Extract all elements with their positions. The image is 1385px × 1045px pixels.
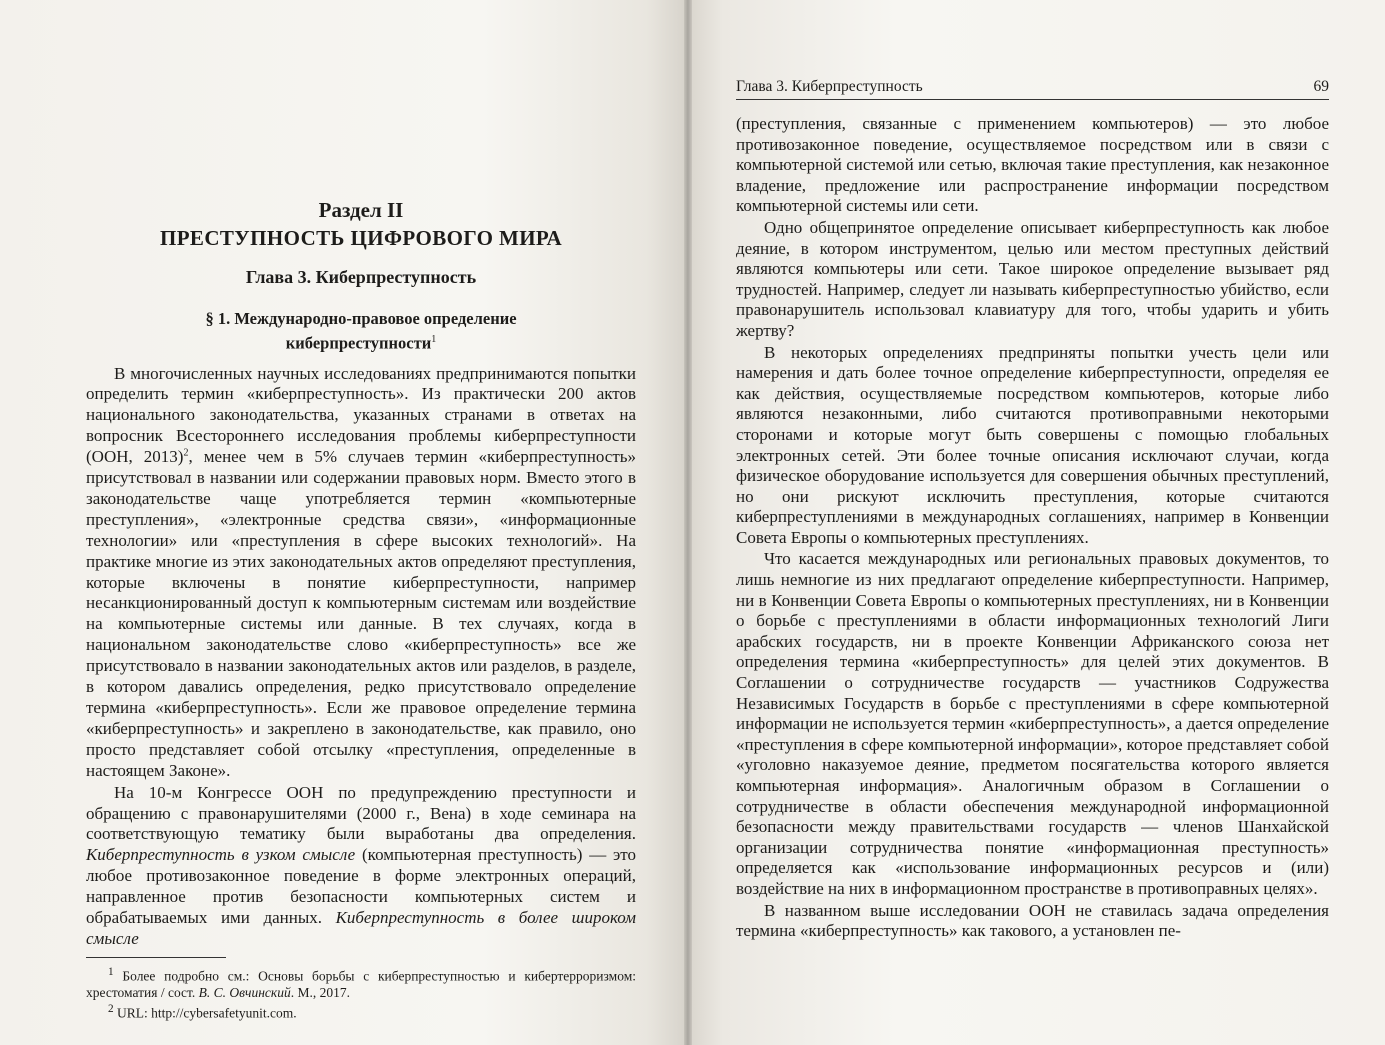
body-paragraph-1-part-b: , менее чем в 5% случаев термин «киберпреступность» присутствовал в названии или содержании правовых норм. Вместо этого в законодательстве чаще употребляется термин «компьютерные преступления», «электронные средства связи», «информационные технологии» или «преступления в сфере высоких технологий». На практике многие из этих законодательных актов определяют преступления, которые включены в понятие киберпреступности, например несанкционированный доступ к компьютерным системам или воздействие на компьютерные системы или данные. В тех случаях, когда в национальном законодательстве слово «киберпреступность» все же присутствовало в названии законодательных актов или разделов, в разделе, в котором давались определения, редко присутствовало определение термина «киберпреступность». Если же правовое определение термина «киберпреступность» и закреплено в законодательстве, как правило, оно просто представляет собой отсылку «преступления, определенные в настоящем Законе». [86,447,637,780]
footnote-1 [86,964,636,1002]
right-page-content [736,114,1329,942]
body-paragraph: В названном выше исследовании ООН не ставилась задача определения термина «киберпреступность» как такового, а установлен пе- [736,900,1329,941]
paragraph-title [86,308,636,354]
body-paragraph: Что касается международных или региональных правовых документов, то лишь немногие из них предлагают определение киберпреступности. Например, ни в Конвенции Совета Европы о компьютерных преступлениях, ни в Конвенции о борьбе с преступлениями в области информационных технологий Лиги арабских государств, ни в проекте Конвенции Африканского союза нет определения термина «киберпреступность» для целей этих документов. В Соглашении о сотрудничестве государств — участников Содружества Независимых Государств в борьбе с преступлениями в сфере компьютерной информации не используется термин «киберпреступность», а дается определение «преступления в сфере компьютерной информации», которое представляет собой «уголовно наказуемое деяние, предметом посягательства которого является компьютерная информация». Аналогичным образом в Соглашении о сотрудничестве в области обеспечения международной информационной безопасности между правительствами государств — членов Шанхайской организации сотрудничества понятие «информационная преступность» определяется как «использование информационных ресурсов и (или) воздействие на них в информационном пространстве в противоправных целях». [736,549,1329,898]
body-paragraph: В некоторых определениях предприняты попытки учесть цели или намерения и дать более точное определение киберпреступности, определяя ее как действия, осуществляемые посредством компьютеров, которые либо являются незаконными, либо считаются противоправными некоторыми сторонами и которые могут быть совершены с помощью глобальных электронных сетей. Эти более точные описания исключают случаи, когда физическое оборудование используется для совершения обычных преступлений, но они рискуют исключить преступления, которые считаются киберпреступлениями в международных соглашениях, например в Конвенции Совета Европы о компьютерных преступлениях. [736,342,1329,547]
footnote-2-text: URL: http://cybersafetyunit.com. [113,1005,297,1021]
right-body-text [736,114,1329,942]
footnote-2-number: 2 [108,1003,114,1016]
paragraph-title-line2: киберпреступности [285,333,432,353]
body-paragraph-continued: (преступления, связанные с применением компьютеров) — это любое противозаконное поведение, осуществляемое посредством или в связи с компьютерной системой или сетью, включая такие преступления, как незаконное владение, предложение или распространение информации посредством компьютерной системы или сети. [736,114,1329,216]
footnote-1-text-b: . М., 2017. [290,985,350,1001]
page-number: 69 [1313,78,1329,95]
body-paragraph-2-part-b: (компьютерная преступность) — это любое противозаконное поведение в форме электронных операций, направленное против безопасности компьютерных систем и обрабатываемых ими данных. [86,845,636,928]
footnote-2 [86,1001,636,1022]
footnote-ref-2: 2 [183,447,189,459]
footnote-1-author: В. С. Овчинский [198,985,291,1001]
footnote-divider [86,957,226,958]
body-paragraph-2 [86,783,636,950]
footnote-1-text-a: Более подробно см.: Основы борьбы с киберпреступностью и кибертерроризмом: хрестоматия / сост. [86,968,636,1001]
footnote-ref-1: 1 [431,334,437,345]
left-page-content [86,196,636,1022]
book-gutter [684,0,692,1045]
left-body-text [86,364,636,950]
right-page [688,0,1385,1045]
term-broad-sense: Киберпреступность в более широком смысле [86,908,636,948]
body-paragraph: Одно общепринятое определение описывает киберпреступность как любое деяние, в котором инструментом, целью или местом преступных действий являются компьютеры или сети. Такое широкое определение вызывает ряд трудностей. Например, следует ли называть киберпреступностью убийство, если правонарушитель использовал клавиатуру для того, чтобы ударить и убить жертву? [736,217,1329,340]
paragraph-title-line1: § 1. Международно-правовое определение [205,309,517,328]
section-title: ПРЕСТУПНОСТЬ ЦИФРОВОГО МИРА [159,226,563,250]
body-paragraph-1 [86,364,636,782]
chapter-title: Глава 3. Киберпреступность [245,267,477,287]
running-head [736,77,1329,100]
footnote-1-number: 1 [108,965,114,978]
section-number: Раздел II [318,198,404,222]
footnotes [86,964,636,1022]
term-narrow-sense: Киберпреступность в узком смысле [86,845,356,865]
running-head-title: Глава 3. Киберпреступность [736,78,923,95]
body-paragraph-1-part-a: В многочисленных научных исследованиях предпринимаются попытки определить термин «киберпреступность». Из практически 200 актов национального законодательства, указанных странами в ответах на вопросник Всестороннего исследования проблемы киберпреступности (ООН, 2013) [86,363,636,467]
left-page [0,0,688,1045]
body-paragraph-2-part-a: На 10-м Конгрессе ООН по предупреждению преступности и обращению с правонарушителями (2000 г., Вена) в ходе семинара на соответствующую тематику были выработаны два определения. [86,782,636,844]
